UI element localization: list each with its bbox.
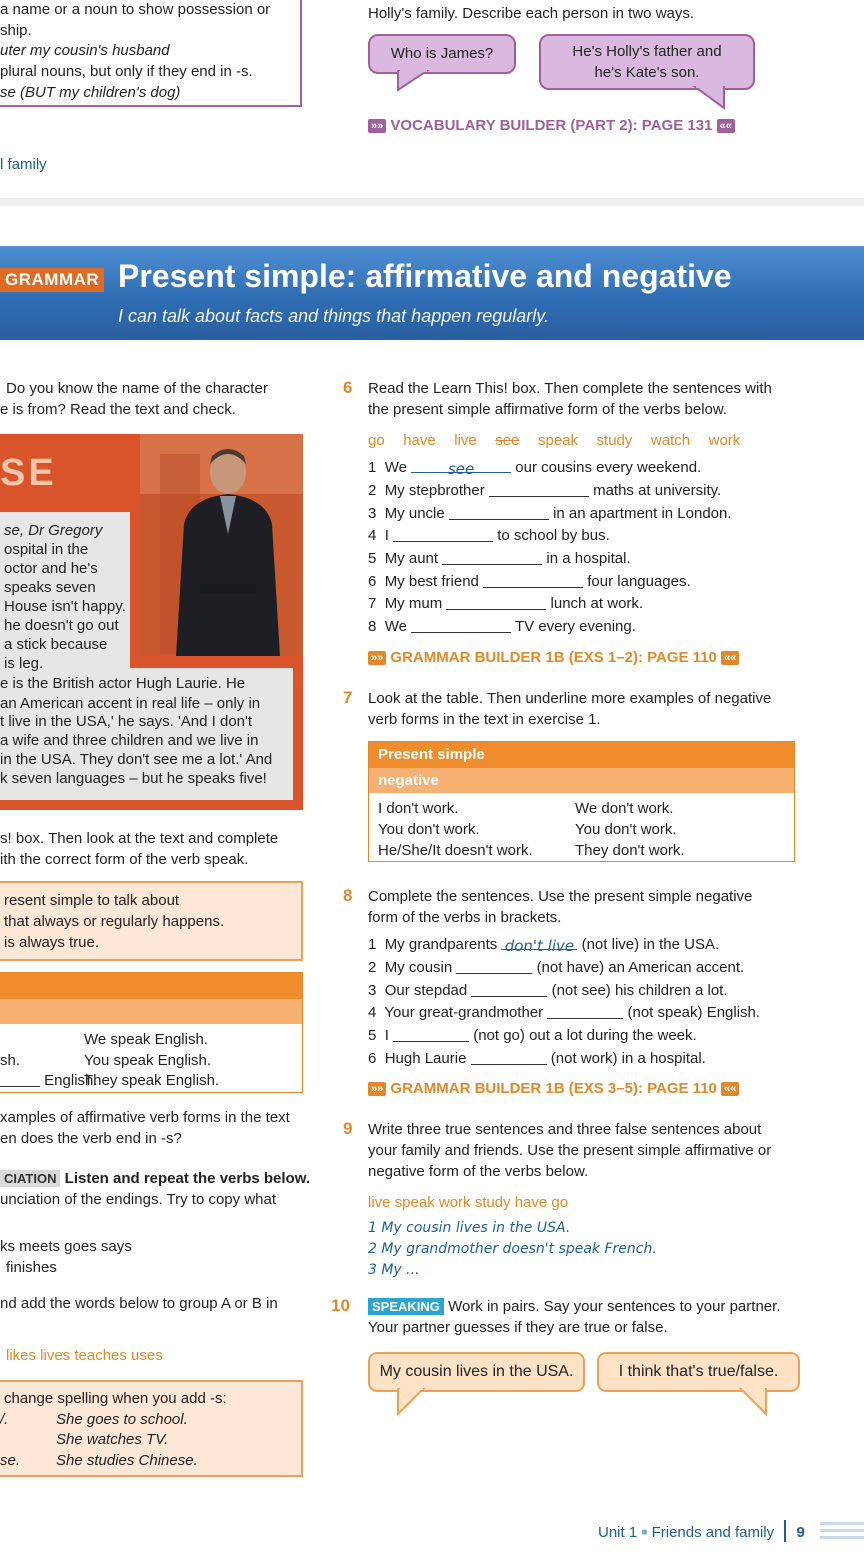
chevron-left-icon: «« <box>717 119 735 133</box>
exercise-6-line: Read the Learn This! box. Then complete the sentences with <box>368 380 772 397</box>
item-number: 2 <box>368 959 377 976</box>
item-after: four languages. <box>587 573 691 590</box>
item-before: My uncle <box>384 505 445 522</box>
exercise-2-line: ith the correct form of the verb speak. <box>0 851 249 868</box>
item-number: 4 <box>368 1004 377 1021</box>
exercise-item <box>368 1003 760 1023</box>
grammar-builder-link[interactable] <box>368 648 739 668</box>
exercise-item <box>368 504 732 524</box>
exercise-item <box>368 1049 706 1069</box>
item-before: I <box>384 527 389 544</box>
answer-blank[interactable] <box>411 459 511 478</box>
item-before: Our stepdad <box>384 982 468 999</box>
speech-bubble-response <box>597 1352 800 1392</box>
exercise-1-line: Do you know the name of the character <box>6 380 268 397</box>
builder-label: GRAMMAR BUILDER 1B (EXS 3–5): PAGE 110 <box>390 1080 717 1097</box>
chevron-right-icon: »» <box>368 119 386 133</box>
exercise-2-line: s! box. Then look at the text and complete <box>0 830 279 847</box>
verb-list: finishes <box>6 1259 57 1276</box>
chevron-left-icon: «« <box>721 1082 739 1096</box>
item-after: TV every evening. <box>515 618 636 635</box>
exercise-8-line: Complete the sentences. Use the present simple negative <box>368 888 753 905</box>
handwritten-sentence: 1 My cousin lives in the USA. <box>368 1220 571 1236</box>
exercise-10-line: Your partner guesses if they are true or false. <box>368 1319 668 1336</box>
exercise-item <box>368 572 691 592</box>
speech-bubble-answer <box>539 34 755 90</box>
exercise-item <box>368 958 744 978</box>
answer-blank[interactable] <box>442 551 542 565</box>
exercise-number: 7 <box>343 688 353 707</box>
text-line: he doesn't go out <box>4 617 119 634</box>
person-image <box>140 434 303 656</box>
rule-example: se (BUT my children's dog) <box>0 84 181 101</box>
chevron-right-icon: »» <box>368 651 386 665</box>
answer-blank[interactable] <box>393 528 493 542</box>
handwritten-sentence: 2 My grandmother doesn't speak French. <box>368 1241 657 1257</box>
item-number: 8 <box>368 618 377 635</box>
word-list: likes lives teaches uses <box>6 1347 163 1364</box>
bubble-tail <box>690 86 730 110</box>
item-before: My grandparents <box>384 936 498 953</box>
item-after: (not go) out a lot during the week. <box>473 1027 697 1044</box>
answer-blank[interactable] <box>446 596 546 610</box>
item-after: (not see) his children a lot. <box>551 982 728 999</box>
item-after: (not work) in a hospital. <box>550 1050 706 1067</box>
text-line: in the USA. They don't see me a lot.' And <box>0 751 273 768</box>
bullet-icon: ■ <box>641 1527 648 1538</box>
table-cell: You don't work. <box>575 821 677 838</box>
item-before: I <box>384 1027 389 1044</box>
family-link[interactable]: l family <box>0 156 47 173</box>
item-before: My aunt <box>384 550 439 567</box>
exercise-1-line: e is from? Read the text and check. <box>0 401 236 418</box>
item-before: Hugh Laurie <box>384 1050 467 1067</box>
verb-option: go <box>368 432 385 449</box>
item-after: (not live) in the USA. <box>581 936 720 953</box>
lesson-title: Present simple: affirmative and negative <box>118 258 732 294</box>
exercise-item <box>368 935 719 955</box>
exercise-9-line: negative form of the verbs below. <box>368 1163 589 1180</box>
learn-line: is always true. <box>4 934 100 951</box>
table-cell: They speak English. <box>84 1072 220 1089</box>
item-before: My cousin <box>384 959 453 976</box>
footer-unit: Unit 1 <box>598 1524 638 1541</box>
table-cell: You speak English. <box>84 1052 212 1069</box>
item-after: our cousins every weekend. <box>515 459 702 476</box>
exercise-3-line: xamples of affirmative verb forms in the text <box>0 1109 290 1126</box>
text-line: ospital in the <box>4 541 89 558</box>
vocabulary-builder-link[interactable] <box>368 117 735 134</box>
panel-heading: SE <box>0 452 57 494</box>
table-subheader: negative <box>369 768 794 793</box>
text-line: is leg. <box>4 655 44 672</box>
learn-line: resent simple to talk about <box>4 892 180 909</box>
grammar-tag: GRAMMAR <box>0 268 104 292</box>
exercise-item <box>368 594 643 614</box>
answer-blank[interactable] <box>489 483 589 497</box>
learn-line: that always or regularly happens. <box>4 913 225 930</box>
table-header: Present simple <box>369 742 794 768</box>
table-header <box>0 973 302 999</box>
bubble-text: He's Holly's father and <box>572 43 722 60</box>
text-line: octor and he's <box>4 560 98 577</box>
text-line: a wife and three children and we live in <box>0 732 259 749</box>
chevron-right-icon: »» <box>368 1082 386 1096</box>
item-number: 2 <box>368 482 377 499</box>
exercise-9-line: your family and friends. Use the present simple affirmative or <box>368 1142 772 1159</box>
table-cell: You don't work. <box>378 821 480 838</box>
answer-blank[interactable] <box>547 1005 623 1019</box>
exercise-3-line: en does the verb end in -s? <box>0 1130 182 1147</box>
table-cell: sh. <box>0 1052 21 1069</box>
bubble-tail <box>736 1388 776 1416</box>
table-cell <box>0 1071 98 1091</box>
exercise-9-line: Write three true sentences and three false sentences about <box>368 1121 762 1138</box>
exercise-item <box>368 458 701 478</box>
spelling-cell: She goes to school. <box>56 1411 188 1428</box>
spelling-cell: She studies Chinese. <box>56 1452 198 1469</box>
builder-label: GRAMMAR BUILDER 1B (EXS 1–2): PAGE 110 <box>390 649 717 666</box>
lesson-subtitle: I can talk about facts and things that happen regularly. <box>118 306 549 326</box>
item-number: 4 <box>368 527 377 544</box>
answer-blank[interactable] <box>471 983 547 997</box>
item-after: (not have) an American accent. <box>536 959 745 976</box>
page-divider <box>0 198 864 206</box>
item-before: Your great-grandmother <box>384 1004 544 1021</box>
table-cell: They don't work. <box>575 842 685 859</box>
exercise-5-line: nd add the words below to group A or B in <box>0 1295 278 1312</box>
pronunciation-tag: CIATION <box>0 1170 60 1187</box>
item-after: lunch at work. <box>550 595 644 612</box>
handwritten-answer: don't live <box>504 937 575 955</box>
bubble-text: I think that's true/false. <box>618 1363 779 1380</box>
exercise-number: 10 <box>331 1296 350 1315</box>
exercise-item <box>368 981 728 1001</box>
rule-line: a name or a noun to show possession or <box>0 1 271 18</box>
answer-blank[interactable] <box>411 619 511 633</box>
exercise-10-line <box>368 1297 780 1317</box>
handwritten-sentence: 3 My ... <box>368 1262 420 1278</box>
verb-option: watch <box>650 432 691 449</box>
exercise-8-line: form of the verbs in brackets. <box>368 909 562 926</box>
verb-option: have <box>403 432 436 449</box>
speech-bubble-statement <box>368 1352 585 1392</box>
verb-bank <box>368 431 740 451</box>
item-number: 1 <box>368 459 377 476</box>
page-number: 9 <box>796 1524 805 1541</box>
text-line: se, Dr Gregory <box>4 522 103 539</box>
table-cell: We don't work. <box>575 800 674 817</box>
item-after: maths at university. <box>593 482 722 499</box>
exercise-number: 9 <box>343 1119 353 1138</box>
table-cell: We speak English. <box>84 1031 208 1048</box>
item-number: 6 <box>368 573 377 590</box>
spelling-cell: se. <box>0 1452 21 1469</box>
item-after: in an apartment in London. <box>553 505 732 522</box>
bubble-tail <box>394 70 434 92</box>
verb-bank: live speak work study have go <box>368 1194 569 1211</box>
item-number: 3 <box>368 982 377 999</box>
table-cell: I don't work. <box>378 800 459 817</box>
text-line: t live in the USA,' he says. 'And I don't <box>0 713 253 730</box>
item-before: My best friend <box>384 573 479 590</box>
item-after: in a hospital. <box>546 550 631 567</box>
verb-option: live <box>454 432 477 449</box>
exercise-number: 8 <box>343 886 353 905</box>
answer-blank[interactable] <box>483 574 583 588</box>
footer-stripes <box>820 1516 864 1546</box>
verb-option-used: see <box>495 432 520 449</box>
spelling-cell: She watches TV. <box>56 1431 169 1448</box>
bubble-text: Who is James? <box>390 45 494 62</box>
exercise-7-line: Look at the table. Then underline more examples of negative <box>368 690 772 707</box>
item-before: My mum <box>384 595 443 612</box>
table-subheader <box>0 999 302 1024</box>
spelling-title: change spelling when you add -s: <box>4 1390 227 1407</box>
spelling-cell: /. <box>0 1411 9 1428</box>
item-before: We <box>384 618 407 635</box>
table-cell-text: English. <box>44 1072 98 1089</box>
item-before: We <box>384 459 407 476</box>
answer-blank[interactable] <box>456 960 532 974</box>
answer-blank[interactable] <box>501 936 577 955</box>
pronunciation-line <box>0 1169 310 1189</box>
rule-line: plural nouns, but only if they end in -s. <box>0 63 253 80</box>
pronunciation-line: unciation of the endings. Try to copy what <box>0 1191 276 1208</box>
bubble-text: he's Kate's son. <box>594 64 700 81</box>
item-number: 3 <box>368 505 377 522</box>
text-line: e is the British actor Hugh Laurie. He <box>0 675 246 692</box>
speaking-tag: SPEAKING <box>368 1298 444 1315</box>
item-number: 7 <box>368 595 377 612</box>
exercise-instruction: Holly's family. Describe each person in two ways. <box>368 5 695 22</box>
exercise-number: 6 <box>343 378 353 397</box>
vocab-builder-label: VOCABULARY BUILDER (PART 2): PAGE 131 <box>390 117 713 134</box>
verb-option: speak <box>537 432 579 449</box>
item-number: 5 <box>368 1027 377 1044</box>
chevron-left-icon: «« <box>721 651 739 665</box>
exercise-item <box>368 481 721 501</box>
answer-blank[interactable] <box>393 1028 469 1042</box>
exercise-item <box>368 549 631 569</box>
text-line: k seven languages – but he speaks five! <box>0 770 267 787</box>
character-photo <box>140 434 303 656</box>
item-after: (not speak) English. <box>627 1004 761 1021</box>
bubble-text: My cousin lives in the USA. <box>379 1363 574 1380</box>
answer-blank[interactable] <box>471 1051 547 1065</box>
text-line: speaks seven <box>4 579 96 596</box>
footer-title: Friends and family <box>651 1524 775 1541</box>
handwritten-answer: see <box>447 460 475 478</box>
exercise-7-line: verb forms in the text in exercise 1. <box>368 711 601 728</box>
text-line: a stick because <box>4 636 108 653</box>
verb-list: ks meets goes says <box>0 1238 132 1255</box>
answer-blank[interactable] <box>449 506 549 520</box>
exercise-item <box>368 1026 697 1046</box>
bubble-tail <box>394 1388 434 1416</box>
text-line: an American accent in real life – only in <box>0 695 261 712</box>
exercise-10-text: Work in pairs. Say your sentences to your partner. <box>448 1298 781 1315</box>
speech-bubble-question <box>368 34 516 74</box>
pron-text: Listen and repeat the verbs below. <box>64 1170 310 1187</box>
rule-line: ship. <box>0 22 32 39</box>
item-number: 1 <box>368 936 377 953</box>
footer-divider <box>784 1520 786 1542</box>
verb-option: work <box>708 432 741 449</box>
exercise-item <box>368 526 610 546</box>
page-footer <box>598 1520 805 1542</box>
table-cell: He/She/It doesn't work. <box>378 842 533 859</box>
item-number: 6 <box>368 1050 377 1067</box>
text-line: House isn't happy. <box>4 598 126 615</box>
rule-example: uter my cousin's husband <box>0 42 170 59</box>
item-after: to school by bus. <box>497 527 610 544</box>
exercise-6-line: the present simple affirmative form of the verbs below. <box>368 401 728 418</box>
item-before: My stepbrother <box>384 482 485 499</box>
exercise-item <box>368 617 636 637</box>
item-number: 5 <box>368 550 377 567</box>
verb-option: study <box>596 432 633 449</box>
grammar-builder-link[interactable] <box>368 1079 739 1099</box>
